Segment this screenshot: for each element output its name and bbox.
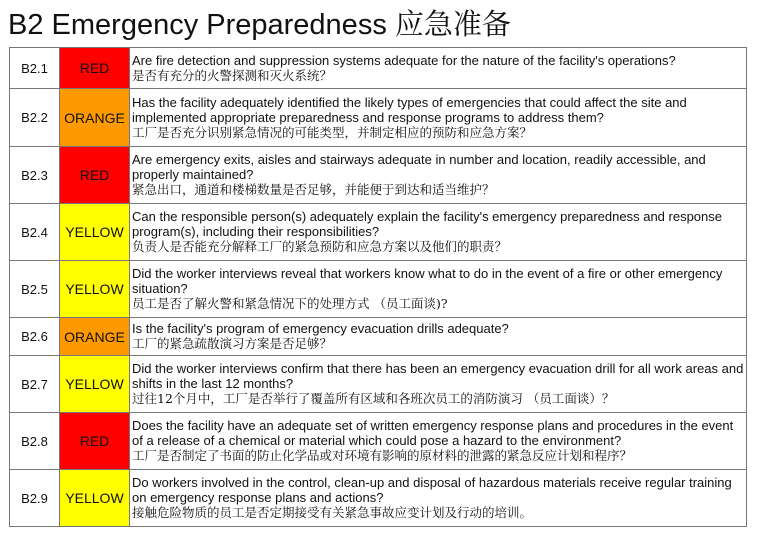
title-english: B2 Emergency Preparedness (8, 9, 387, 41)
question-chinese: 是否有充分的火警探测和灭火系统？ (132, 67, 333, 83)
question-english: Is the facility's program of emergency evacuation drills adequate? (132, 321, 509, 336)
table-row (10, 261, 747, 318)
risk-level-badge: YELLOW (60, 204, 130, 261)
question-chinese: 过往12个月中，工厂是否举行了覆盖所有区域和各班次员工的消防演习 （员工面谈）？ (132, 391, 615, 406)
page-title (8, 2, 511, 46)
item-description (130, 48, 747, 89)
item-code: B2.7 (10, 356, 60, 413)
item-description (130, 261, 747, 318)
table-row (10, 89, 747, 147)
question-chinese: 工厂的紧急疏散演习方案是否足够？ (132, 336, 333, 351)
risk-level-badge: YELLOW (60, 356, 130, 413)
title-chinese: 应急准备 (394, 7, 511, 41)
table-row (10, 356, 747, 413)
question-chinese: 紧急出口，通道和楼梯数量是否足够，并能便于到达和适当维护？ (132, 182, 495, 197)
risk-level-badge: ORANGE (60, 89, 130, 147)
table-row (10, 204, 747, 261)
risk-level-badge: ORANGE (60, 318, 130, 356)
item-code: B2.2 (10, 89, 60, 147)
risk-level-badge: YELLOW (60, 470, 130, 527)
risk-level-badge: YELLOW (60, 261, 130, 318)
risk-level-badge: RED (60, 413, 130, 470)
item-code: B2.6 (10, 318, 60, 356)
question-english: Has the facility adequately identified the likely types of emergencies that could affect the site and implemented appropriate preparedness and response programs to address them? (132, 94, 687, 125)
item-code: B2.8 (10, 413, 60, 470)
question-english: Do workers involved in the control, clean-up and disposal of hazardous materials receive regular training on emergency response plans and actions? (132, 475, 732, 505)
table-row (10, 318, 747, 356)
question-english: Did the worker interviews confirm that there has been an emergency evacuation drill for all work areas and shifts in the last 12 months? (132, 361, 744, 391)
question-english: Does the facility have an adequate set of written emergency response plans and procedures in the event of a release of a chemical or material which could pose a hazard to the environment? (132, 418, 734, 448)
item-description (130, 147, 747, 204)
risk-level-badge: RED (60, 147, 130, 204)
item-code: B2.3 (10, 147, 60, 204)
item-description (130, 413, 747, 470)
risk-level-badge: RED (60, 48, 130, 89)
item-code: B2.5 (10, 261, 60, 318)
item-description (130, 89, 747, 147)
question-english: Can the responsible person(s) adequately explain the facility's emergency preparedness and response program(s), including their responsibilities? (132, 209, 722, 239)
question-chinese: 员工是否了解火警和紧急情况下的处理方式 （员工面谈)? (132, 296, 448, 311)
table-row (10, 147, 747, 204)
question-chinese: 接触危险物质的员工是否定期接受有关紧急事故应变计划及行动的培训。 (132, 505, 533, 520)
checklist-table (9, 47, 747, 527)
item-description (130, 318, 747, 356)
item-code: B2.4 (10, 204, 60, 261)
question-chinese: 工厂是否制定了书面的防止化学品或对环境有影响的原材料的泄露的紧急反应计划和程序？ (132, 448, 633, 463)
item-description (130, 356, 747, 413)
item-code: B2.9 (10, 470, 60, 527)
table-row (10, 413, 747, 470)
question-chinese: 工厂是否充分识别紧急情况的可能类型，并制定相应的预防和应急方案？ (132, 124, 533, 140)
item-description (130, 470, 747, 527)
question-chinese: 负责人是否能充分解释工厂的紧急预防和应急方案以及他们的职责？ (132, 239, 508, 254)
question-english: Are fire detection and suppression systems adequate for the nature of the facility's operations? (132, 52, 676, 68)
item-code: B2.1 (10, 48, 60, 89)
question-english: Did the worker interviews reveal that workers know what to do in the event of a fire or other emergency situation? (132, 266, 723, 296)
question-english: Are emergency exits, aisles and stairways adequate in number and location, readily accessible, and properly maintained? (132, 152, 706, 182)
table-row (10, 48, 747, 89)
table-row (10, 470, 747, 527)
item-description (130, 204, 747, 261)
